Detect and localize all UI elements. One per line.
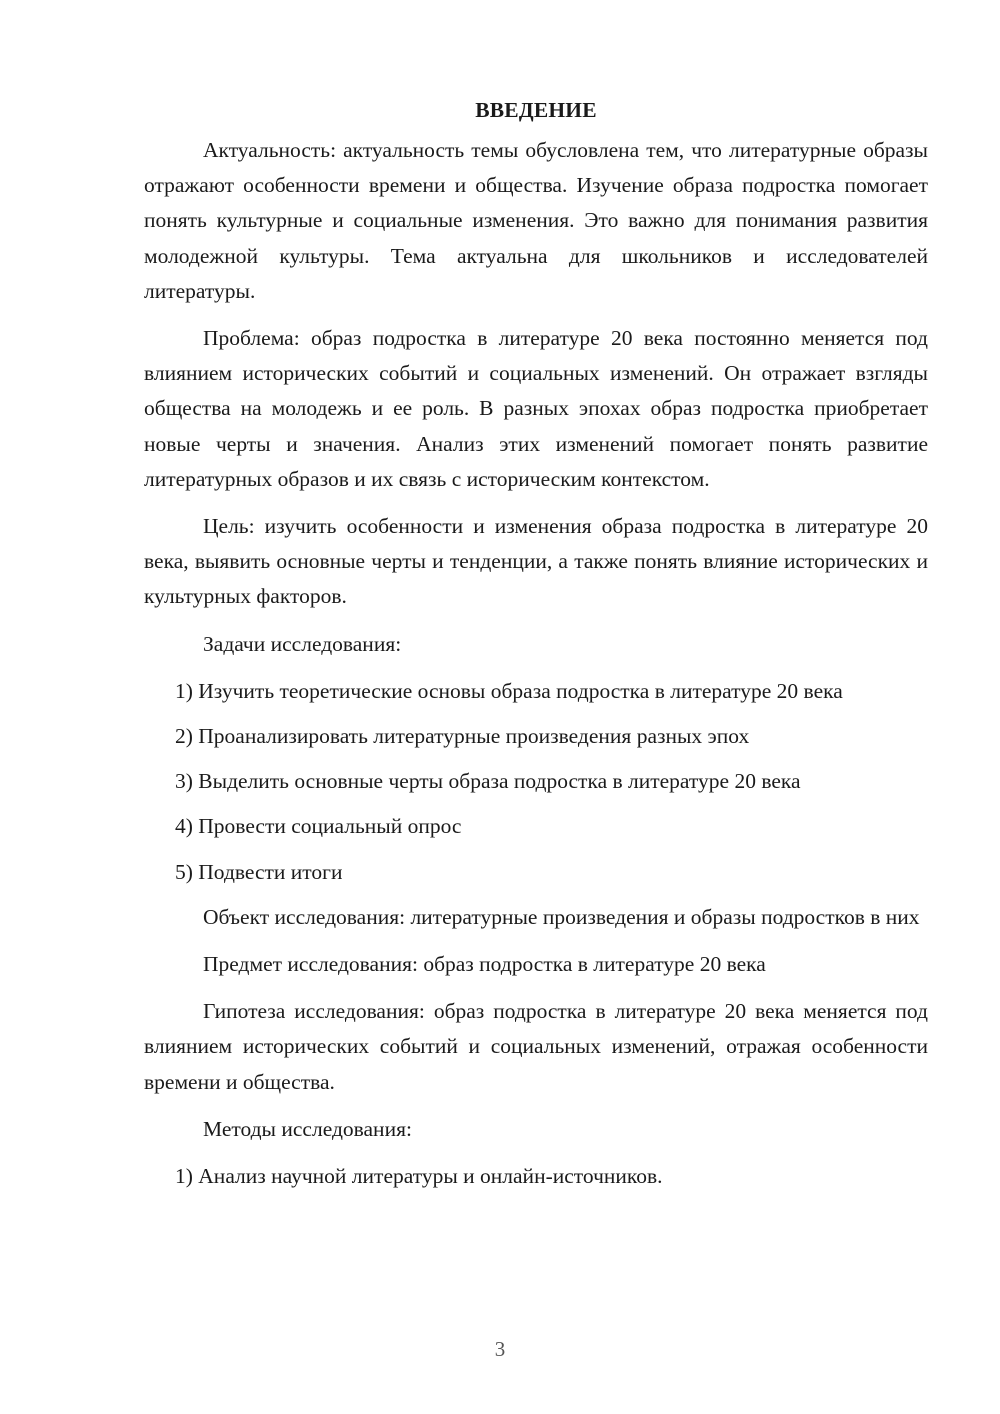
page-content — [144, 94, 928, 1204]
list-item-task-4: 4) Провести социальный опрос — [175, 814, 462, 839]
section-title: ВВЕДЕНИЕ — [475, 98, 597, 122]
list-item-task-3: 3) Выделить основные черты образа подростка в литературе 20 века — [175, 769, 801, 794]
paragraph-hypothesis: Гипотеза исследования: образ подростка в литературе 20 века меняется под влиянием исторических событий и социальных изменений, отражая особенности времени и общества. — [144, 999, 928, 1094]
paragraph-subject: Предмет исследования: образ подростка в литературе 20 века — [203, 952, 766, 977]
list-item-task-2: 2) Проанализировать литературные произведения разных эпох — [175, 724, 750, 749]
paragraph-problem: Проблема: образ подростка в литературе 20 века постоянно меняется под влиянием исторических событий и социальных изменений. Он отражает взгляды общества на молодежь и ее роль. В разных эпохах образ подростка приобретает новые черты и значения. Анализ этих изменений помогает понять развитие литературных образов и их связь с историческим контекстом. — [144, 326, 928, 491]
paragraph-relevance: Актуальность: актуальность темы обусловлена тем, что литературные образы отражают особенности времени и общества. Изучение образа подростка помогает понять культурные и социальные изменения. Это важно для понимания развития молодежной культуры. Тема актуальна для школьников и исследователей литературы. — [144, 138, 928, 303]
list-item-task-1: 1) Изучить теоретические основы образа подростка в литературе 20 века — [175, 678, 843, 703]
paragraph-object: Объект исследования: литературные произведения и образы подростков в них — [203, 904, 920, 929]
list-item-task-5: 5) Подвести итоги — [175, 859, 343, 884]
tasks-heading: Задачи исследования: — [203, 631, 402, 656]
list-item-method-1: 1) Анализ научной литературы и онлайн-источников. — [175, 1164, 663, 1189]
paragraph-goal: Цель: изучить особенности и изменения образа подростка в литературе 20 века, выявить основные черты и тенденции, а также понять влияние исторических и культурных факторов. — [144, 514, 928, 609]
page-number: 3 — [494, 1337, 506, 1361]
methods-heading: Методы исследования: — [203, 1116, 412, 1141]
